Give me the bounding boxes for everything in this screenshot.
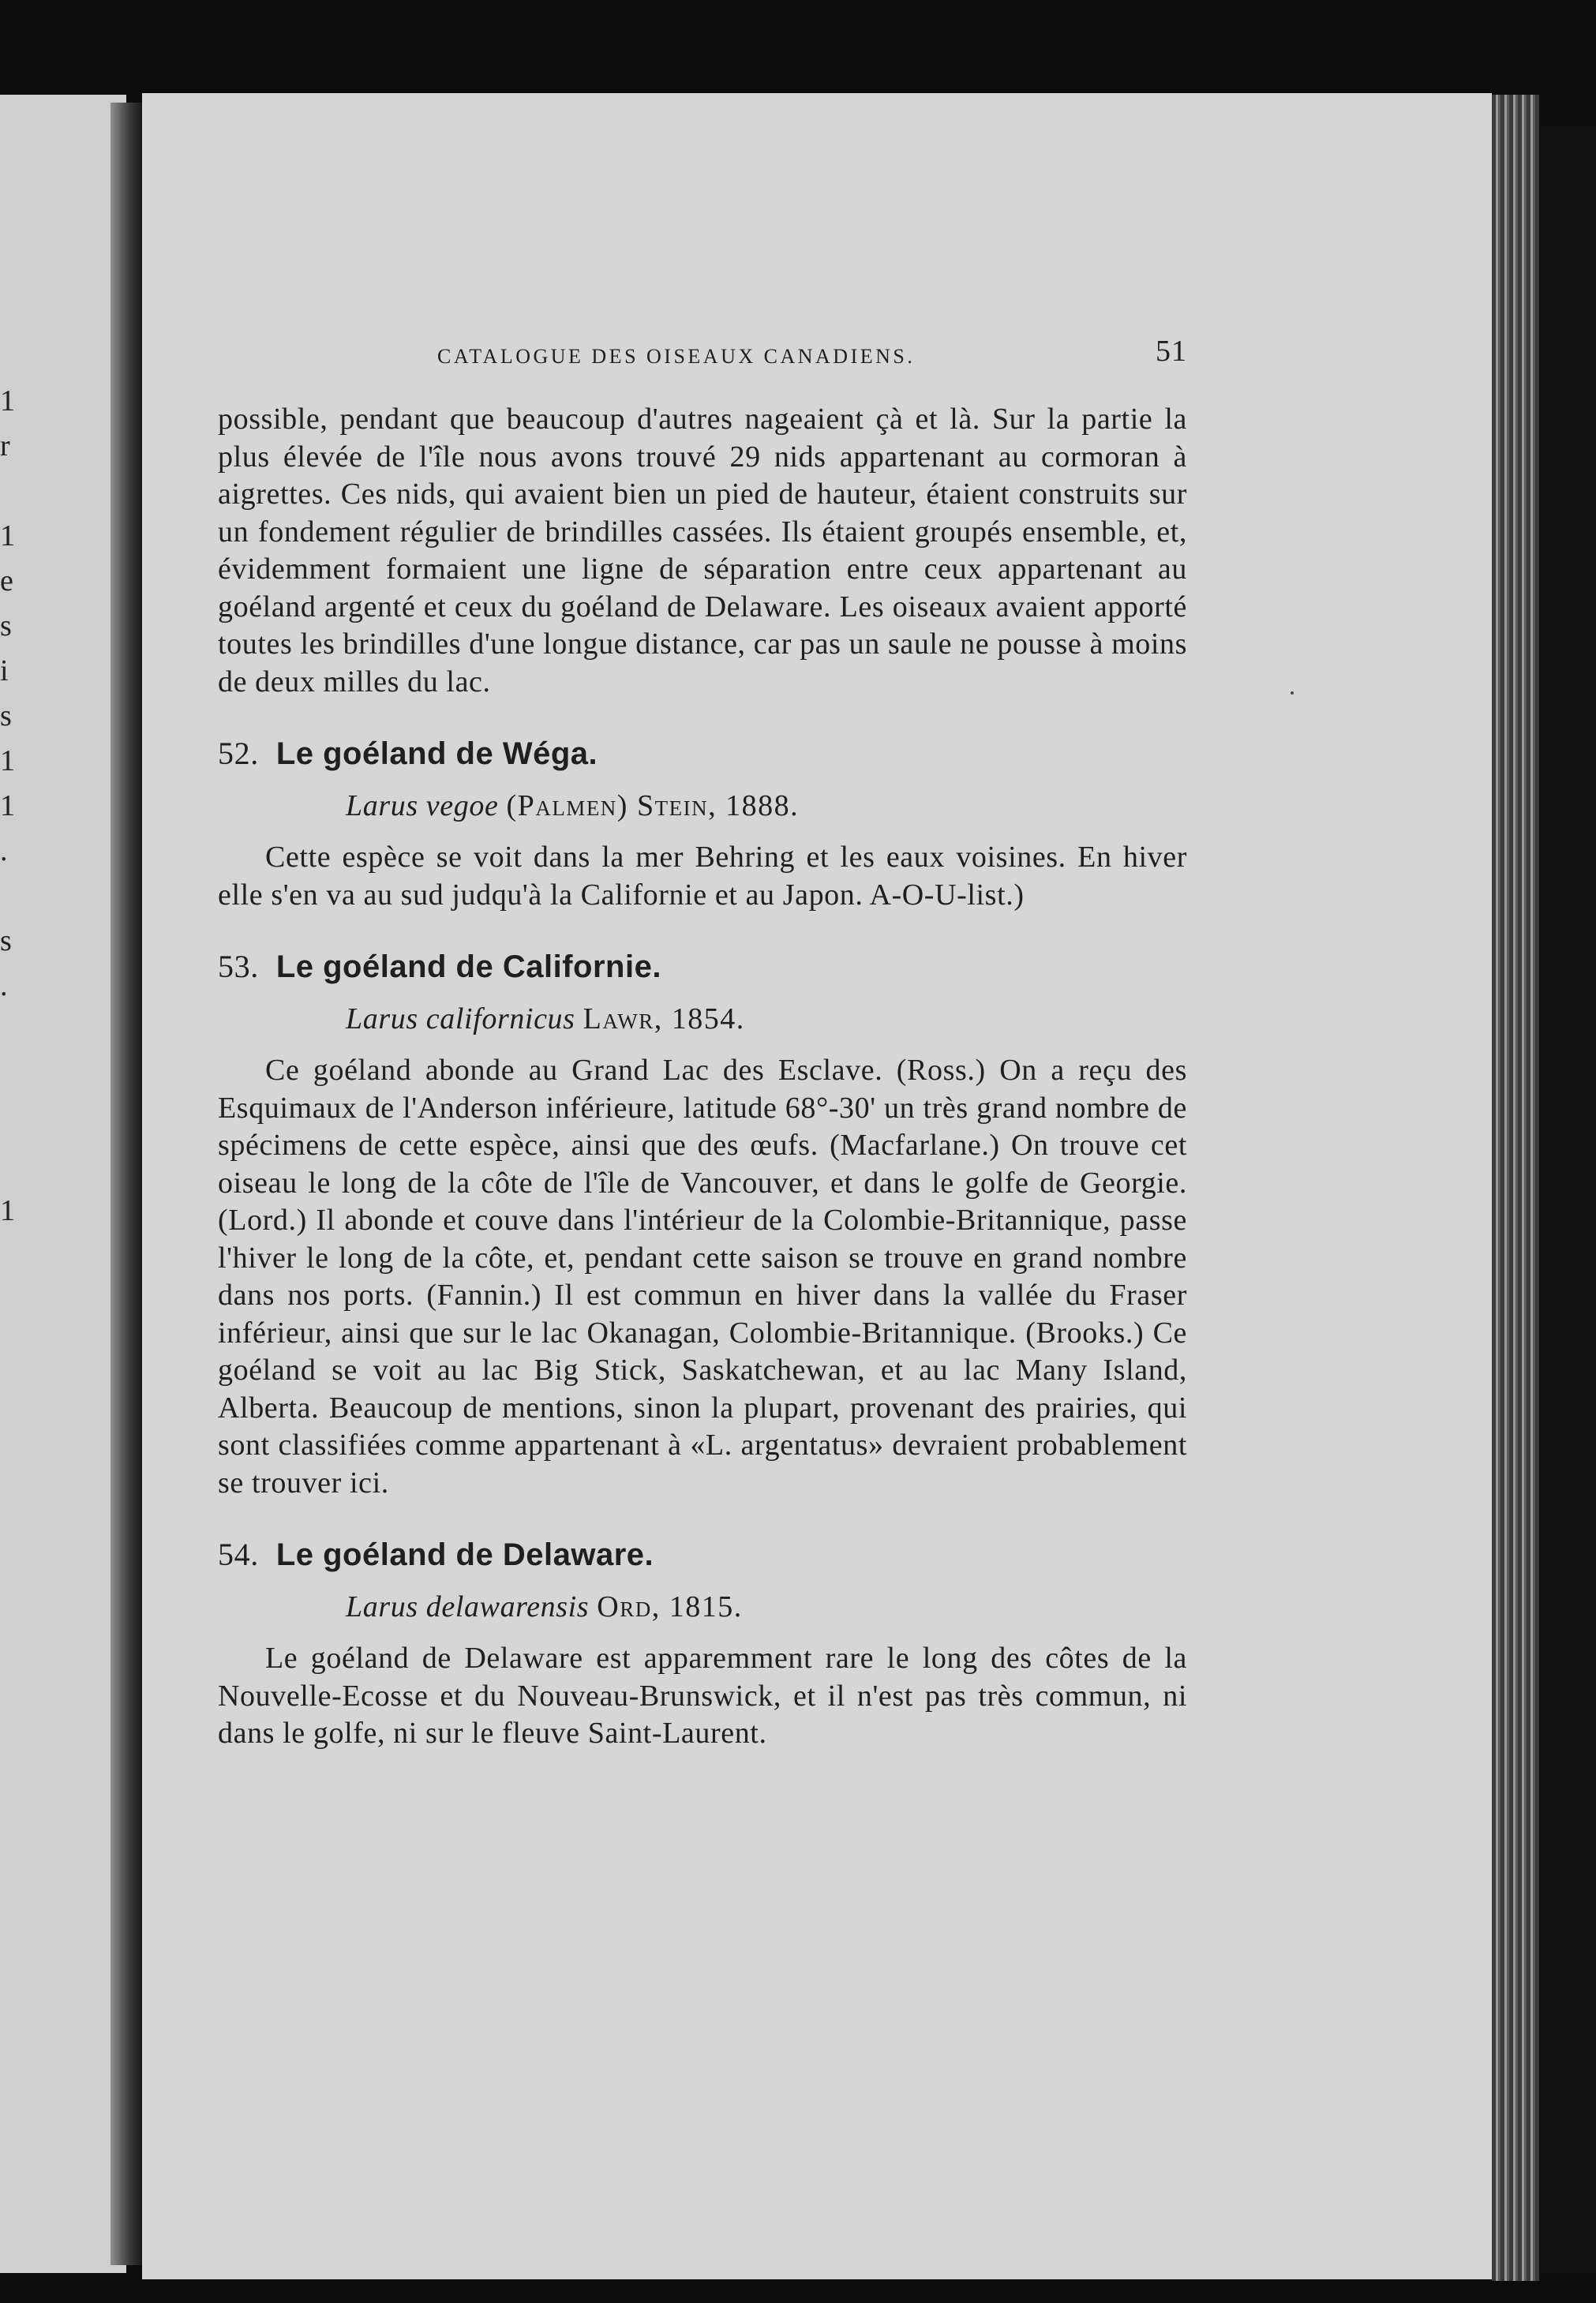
- authority: Ord, 1815.: [597, 1590, 743, 1623]
- authority: Lawr, 1854.: [583, 1002, 745, 1035]
- facing-page-fragment: 1: [0, 384, 15, 418]
- scientific-name: [346, 1589, 1187, 1626]
- entry-53: [218, 947, 1187, 1502]
- entry-name: Le goéland de Wéga.: [275, 736, 598, 771]
- facing-page-fragment: .: [0, 834, 8, 867]
- speck-mark: [1291, 691, 1294, 695]
- facing-page-fragment: [0, 469, 11, 514]
- page-edges: [1492, 95, 1539, 2281]
- facing-page-fragment: s: [0, 924, 12, 957]
- background-edge: [1539, 126, 1596, 2273]
- entry-heading: [218, 734, 1187, 773]
- binomial: Larus delawarensis: [346, 1590, 590, 1623]
- entry-number: 53.: [218, 949, 259, 984]
- facing-page-fragment: .: [0, 969, 8, 1002]
- facing-page-fragment: r: [0, 429, 10, 462]
- facing-page-fragment: 1: [0, 744, 15, 777]
- binomial: Larus vegoe: [346, 789, 499, 822]
- entry-text: Cette espèce se voit dans la mer Behring et les eaux voisines. En hiver elle s'en va au sud judqu'à la Californie et au Japon. A-O-U-list.): [218, 841, 1187, 912]
- entry-heading: [218, 947, 1187, 987]
- binomial: Larus californicus: [346, 1002, 575, 1035]
- entry-heading: [218, 1535, 1187, 1575]
- entry-name: Le goéland de Californie.: [275, 949, 661, 984]
- facing-page-fragment: [0, 1054, 11, 1099]
- facing-page-fragment: [0, 1009, 11, 1054]
- facing-page-fragment: s: [0, 699, 12, 732]
- entry-number: 52.: [218, 736, 259, 771]
- entry-54: [218, 1535, 1187, 1753]
- entry-name: Le goéland de Delaware.: [275, 1537, 654, 1572]
- facing-page-fragment: 1: [0, 789, 15, 822]
- facing-page-fragment: 1: [0, 519, 15, 552]
- facing-page-text-fragments: [0, 379, 15, 1234]
- running-header: [218, 335, 1187, 379]
- facing-page-fragment: 1: [0, 1194, 15, 1227]
- running-title: CATALOGUE DES OISEAUX CANADIENS.: [437, 345, 916, 368]
- page-content: [218, 335, 1187, 1753]
- facing-page-fragment: [0, 874, 11, 919]
- facing-page-fragment: s: [0, 609, 12, 642]
- book-gutter: [111, 103, 142, 2265]
- entry-text: Le goéland de Delaware est apparemment rare le long des côtes de la Nouvelle-Ecosse et du Nouveau-Brunswick, et il n'est pas très commun, ni dans le golfe, ni sur le fleuve Saint-Laurent.: [218, 1642, 1187, 1750]
- facing-page-edge: [0, 95, 126, 2273]
- entry-number: 54.: [218, 1537, 259, 1572]
- facing-page-fragment: e: [0, 564, 13, 597]
- facing-page-fragment: i: [0, 654, 9, 687]
- page-number: 51: [1156, 335, 1187, 368]
- scientific-name: [346, 788, 1187, 825]
- entry-text: Ce goéland abonde au Grand Lac des Esclave. (Ross.) On a reçu des Esquimaux de l'Anderson inférieure, latitude 68°-30' un très grand nombre de spécimens de cette espèce, ainsi que des œufs. (Macfarlane.) On trouve cet oiseau le long de la côte de l'île de Vancouver, et dans le golfe de Georgie. (Lord.) Il abonde et couve dans l'intérieur de la Colombie-Britannique, passe l'hiver le long de la côte, et, pendant cette saison se trouve en grand nombre dans nos ports. (Fannin.) Il est commun en hiver dans la vallée du Fraser inférieur, ainsi que sur le lac Okanagan, Colombie-Britannique. (Brooks.) Ce goéland se voit au lac Big Stick, Saskatchewan, et au lac Many Island, Alberta. Beaucoup de mentions, sinon la plupart, provenant des prairies, qui sont classifiées comme appartenant à «L. argentatus» devraient probablement se trouver ici.: [218, 1054, 1187, 1500]
- facing-page-fragment: [0, 1099, 11, 1144]
- scientific-name: [346, 1001, 1187, 1038]
- intro-paragraph: possible, pendant que beaucoup d'autres nageaient çà et là. Sur la partie la plus élevée de l'île nous avons trouvé 29 nids appartenant au cormoran à aigrettes. Ces nids, qui avaient bien un pied de hauteur, étaient construits sur un fondement régulier de brindilles cassées. Ils étaient groupés ensemble, et, évidemment formaient une ligne de séparation entre ceux appartenant au goéland argenté et ceux du goéland de Delaware. Les oiseaux avaient apporté toutes les brindilles d'une longue distance, car pas un saule ne pousse à moins de deux milles du lac.: [218, 403, 1187, 698]
- entry-52: [218, 734, 1187, 914]
- authority: (Palmen) Stein, 1888.: [506, 789, 800, 822]
- facing-page-fragment: [0, 1144, 11, 1189]
